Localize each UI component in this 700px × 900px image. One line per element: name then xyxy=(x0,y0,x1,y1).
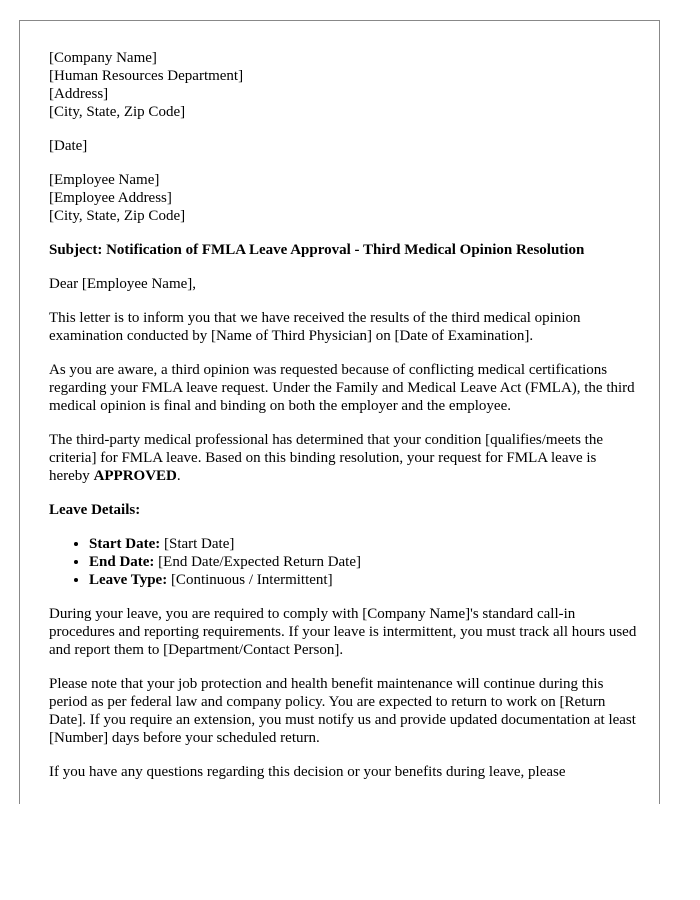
leave-detail-end xyxy=(89,553,639,571)
recipient-city: [City, State, Zip Code] xyxy=(49,208,186,224)
approved-status: APPROVED xyxy=(93,468,177,484)
sender-city: [City, State, Zip Code] xyxy=(49,104,186,120)
leave-detail-label: Start Date: xyxy=(89,536,161,552)
paragraph-reporting: During your leave, you are required to comply with [Company Name]'s standard call-in procedures and reporting requirements. If your leave is intermittent, you must track all hours used and report them to [Department/Contact Person]. xyxy=(49,606,637,658)
leave-detail-value: [End Date/Expected Return Date] xyxy=(154,554,362,570)
paragraph-job-protection: Please note that your job protection and health benefit maintenance will continue during this period as per federal law and company policy. You are expected to return to work on [Return Date]. If you require an extension, you must notify us and provide updated documentation at least [Number] days before your scheduled return. xyxy=(49,676,636,746)
paragraph-results: This letter is to inform you that we have received the results of the third medical opinion examination conducted by [Name of Third Physician] on [Date of Examination]. xyxy=(49,310,581,344)
leave-detail-value: [Continuous / Intermittent] xyxy=(167,572,333,588)
sender-company: [Company Name] xyxy=(49,50,157,66)
paragraph-determination xyxy=(49,431,639,485)
letter-body xyxy=(49,49,639,797)
letter-date: [Date] xyxy=(49,138,88,154)
sender-block xyxy=(49,49,639,121)
determination-text: The third-party medical professional has determined that your condition [qualifies/meets the criteria] for FMLA leave. Based on this binding resolution, your request for FMLA leave is hereby xyxy=(49,432,603,484)
sender-department: [Human Resources Department] xyxy=(49,68,244,84)
leave-detail-value: [Start Date] xyxy=(160,536,235,552)
recipient-name: [Employee Name] xyxy=(49,172,160,188)
date-block xyxy=(49,137,639,155)
leave-detail-label: Leave Type: xyxy=(89,572,168,588)
salutation: Dear [Employee Name], xyxy=(49,276,197,292)
sender-address: [Address] xyxy=(49,86,109,102)
paragraph-questions: If you have any questions regarding this decision or your benefits during leave, please xyxy=(49,764,566,780)
recipient-block xyxy=(49,171,639,225)
recipient-address: [Employee Address] xyxy=(49,190,172,206)
leave-detail-label: End Date: xyxy=(89,554,155,570)
letter-subject: Subject: Notification of FMLA Leave Approval - Third Medical Opinion Resolution xyxy=(49,242,585,258)
paragraph-third-opinion: As you are aware, a third opinion was requested because of conflicting medical certifications regarding your FMLA leave request. Under the Family and Medical Leave Act (FMLA), the third medical opinion is final and binding on both the employer and the employee. xyxy=(49,362,635,414)
leave-details-list xyxy=(49,535,639,589)
leave-details-heading: Leave Details: xyxy=(49,502,141,518)
leave-detail-start xyxy=(89,535,639,553)
letter-page xyxy=(19,20,660,804)
leave-detail-type xyxy=(89,571,639,589)
determination-end: . xyxy=(176,468,181,484)
